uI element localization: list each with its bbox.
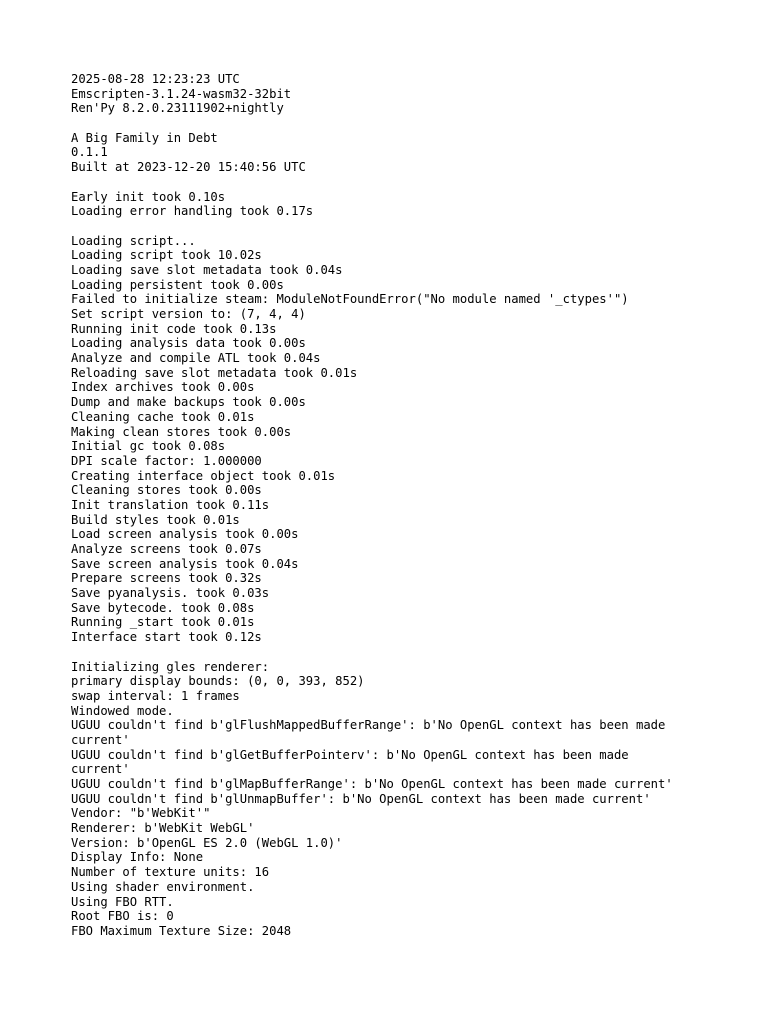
log-blank-line (71, 116, 673, 131)
log-line: A Big Family in Debt (71, 130, 218, 145)
log-line: Version: b'OpenGL ES 2.0 (WebGL 1.0)' (71, 835, 343, 850)
log-line: swap interval: 1 frames (71, 688, 240, 703)
log-line: Interface start took 0.12s (71, 630, 262, 645)
log-line: Loading script... (71, 233, 196, 248)
log-line: Loading error handling took 0.17s (71, 204, 314, 219)
log-line: Save bytecode. took 0.08s (71, 600, 255, 615)
log-line: Load screen analysis took 0.00s (71, 527, 299, 542)
log-line: Root FBO is: 0 (71, 909, 174, 924)
log-line: Vendor: "b'WebKit'" (71, 806, 211, 821)
log-line: DPI scale factor: 1.000000 (71, 453, 262, 468)
log-line: Build styles took 0.01s (71, 512, 240, 527)
log-line: Initializing gles renderer: (71, 659, 270, 674)
log-blank-line (71, 175, 673, 190)
log-line: Prepare screens took 0.32s (71, 571, 262, 586)
log-line: Loading save slot metadata took 0.04s (71, 262, 343, 277)
log-line: Using FBO RTT. (71, 894, 174, 909)
log-line: Display Info: None (71, 850, 204, 865)
log-line: 0.1.1 (71, 145, 108, 160)
log-line: current' (71, 732, 130, 747)
log-line: Save pyanalysis. took 0.03s (71, 586, 270, 601)
log-line: Number of texture units: 16 (71, 865, 270, 880)
log-line: Ren'Py 8.2.0.23111902+nightly (71, 101, 284, 116)
log-line: Emscripten-3.1.24-wasm32-32bit (71, 86, 292, 101)
log-blank-line (71, 645, 673, 660)
log-line: Using shader environment. (71, 879, 255, 894)
log-line: primary display bounds: (0, 0, 393, 852) (71, 674, 365, 689)
log-line: UGUU couldn't find b'glUnmapBuffer': b'No OpenGL context has been made current' (71, 791, 651, 806)
log-line: current' (71, 762, 130, 777)
log-line: Set script version to: (7, 4, 4) (71, 307, 306, 321)
log-line: Loading analysis data took 0.00s (71, 336, 306, 351)
log-line: Running _start took 0.01s (71, 615, 255, 630)
log-line: Cleaning stores took 0.00s (71, 483, 262, 498)
log-line: Save screen analysis took 0.04s (71, 556, 299, 571)
log-line: Making clean stores took 0.00s (71, 424, 292, 439)
log-line: UGUU couldn't find b'glMapBufferRange': b'No OpenGL context has been made current' (71, 777, 673, 791)
log-blank-line (71, 219, 673, 234)
log-line: Creating interface object took 0.01s (71, 468, 336, 483)
log-line: 2025-08-28 12:23:23 UTC (71, 72, 240, 86)
log-line: UGUU couldn't find b'glFlushMappedBufferRange': b'No OpenGL context has been made (71, 718, 666, 733)
log-line: Running init code took 0.13s (71, 321, 277, 336)
log-line: Initial gc took 0.08s (71, 439, 226, 454)
log-line: Index archives took 0.00s (71, 380, 255, 395)
log-line: Built at 2023-12-20 15:40:56 UTC (71, 160, 306, 175)
log-line: Windowed mode. (71, 703, 174, 718)
log-line: Renderer: b'WebKit WebGL' (71, 821, 255, 836)
log-line: Loading script took 10.02s (71, 248, 262, 263)
log-line: FBO Maximum Texture Size: 2048 (71, 923, 292, 938)
log-line: Failed to initialize steam: ModuleNotFoundError("No module named '_ctypes'") (71, 292, 629, 307)
log-line: Analyze screens took 0.07s (71, 542, 262, 556)
log-line: UGUU couldn't find b'glGetBufferPointerv': b'No OpenGL context has been made (71, 747, 629, 762)
log-line: Loading persistent took 0.00s (71, 277, 284, 292)
log-line: Reloading save slot metadata took 0.01s (71, 365, 358, 380)
log-line: Init translation took 0.11s (71, 497, 270, 512)
log-line: Dump and make backups took 0.00s (71, 395, 306, 410)
log-line: Early init took 0.10s (71, 189, 226, 204)
log-line: Analyze and compile ATL took 0.04s (71, 351, 321, 366)
log-line: Cleaning cache took 0.01s (71, 409, 255, 424)
log-text (71, 72, 673, 939)
